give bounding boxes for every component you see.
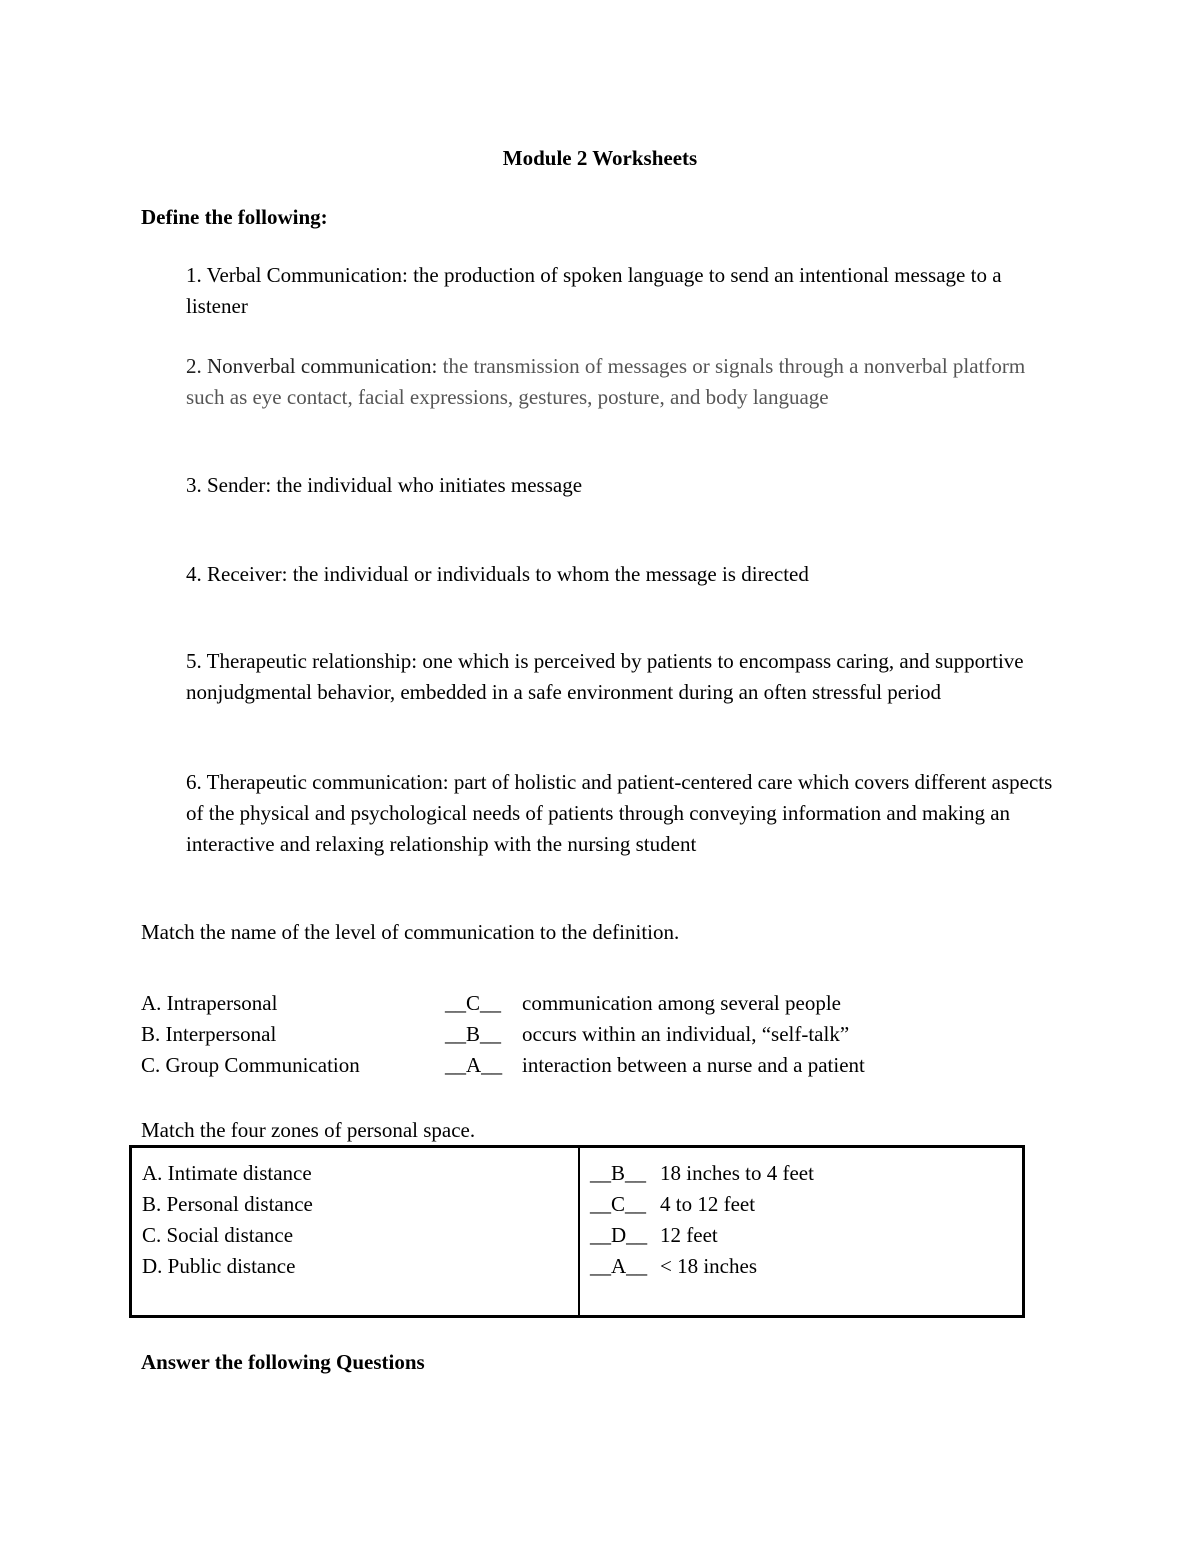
zone-answer-blank: __B__	[590, 1161, 647, 1185]
definition-item	[186, 559, 1066, 590]
definition-text: part of holistic and patient-centered care which covers different aspects of the physical and psychological needs of patients through conveying information and making an interactive and relaxing relationship with the nursing student	[186, 770, 1053, 856]
zone-definition: 4 to 12 feet	[660, 1192, 756, 1216]
definition-item	[186, 260, 1066, 322]
level-definition: communication among several people	[522, 991, 841, 1015]
definition-term: 2. Nonverbal communication:	[186, 354, 438, 378]
zone-row	[590, 1189, 814, 1220]
definition-term: 6. Therapeutic communication:	[186, 770, 449, 794]
zone-term: B. Personal distance	[142, 1192, 313, 1216]
zone-answer-blank: __C__	[590, 1192, 647, 1216]
definition-text: the individual who initiates message	[276, 473, 583, 497]
zone-term: D. Public distance	[142, 1254, 296, 1278]
zone-definition: < 18 inches	[660, 1254, 757, 1278]
level-term: C. Group Communication	[141, 1053, 360, 1077]
zone-definition: 18 inches to 4 feet	[660, 1161, 814, 1185]
define-heading: Define the following:	[141, 205, 328, 229]
zone-definition: 12 feet	[660, 1223, 718, 1247]
zones-definitions-cell	[590, 1158, 814, 1282]
zones-terms-cell	[142, 1158, 313, 1282]
table-divider	[578, 1148, 580, 1315]
zones-instruction: Match the four zones of personal space.	[141, 1118, 476, 1142]
zone-term: A. Intimate distance	[142, 1161, 312, 1185]
definition-item	[186, 646, 1066, 708]
zone-row	[590, 1220, 814, 1251]
zones-table	[129, 1145, 1025, 1318]
level-definition: occurs within an individual, “self-talk”	[522, 1022, 850, 1046]
definition-term: 3. Sender:	[186, 473, 272, 497]
definition-item	[186, 470, 1066, 501]
definition-term: 1. Verbal Communication:	[186, 263, 408, 287]
definition-item	[186, 351, 1066, 413]
definition-text: the individual or individuals to whom the message is directed	[292, 562, 809, 586]
page-title: Module 2 Worksheets	[502, 146, 698, 170]
zone-answer-blank: __A__	[590, 1254, 648, 1278]
definition-term: 4. Receiver:	[186, 562, 288, 586]
definition-text: the transmission of messages or signals through a nonverbal platform such as eye contact, facial expressions, gestures, posture, and body language	[186, 354, 1026, 409]
questions-heading: Answer the following Questions	[141, 1350, 425, 1374]
level-definition: interaction between a nurse and a patient	[522, 1053, 865, 1077]
level-term: B. Interpersonal	[141, 1022, 277, 1046]
zone-row	[590, 1158, 814, 1189]
zone-answer-blank: __D__	[590, 1223, 648, 1247]
level-answer-blank: __C__	[445, 991, 502, 1015]
definition-text: the production of spoken language to send an intentional message to a listener	[186, 263, 1002, 318]
zone-row	[590, 1251, 814, 1282]
zone-term: C. Social distance	[142, 1223, 294, 1247]
level-answer-blank: __A__	[445, 1053, 503, 1077]
levels-instruction: Match the name of the level of communication to the definition.	[141, 920, 680, 944]
definition-term: 5. Therapeutic relationship:	[186, 649, 418, 673]
level-term: A. Intrapersonal	[141, 991, 278, 1015]
level-answer-blank: __B__	[445, 1022, 502, 1046]
definition-item	[186, 767, 1066, 860]
definition-text: one which is perceived by patients to encompass caring, and supportive nonjudgmental behavior, embedded in a safe environment during an often stressful period	[186, 649, 1024, 704]
